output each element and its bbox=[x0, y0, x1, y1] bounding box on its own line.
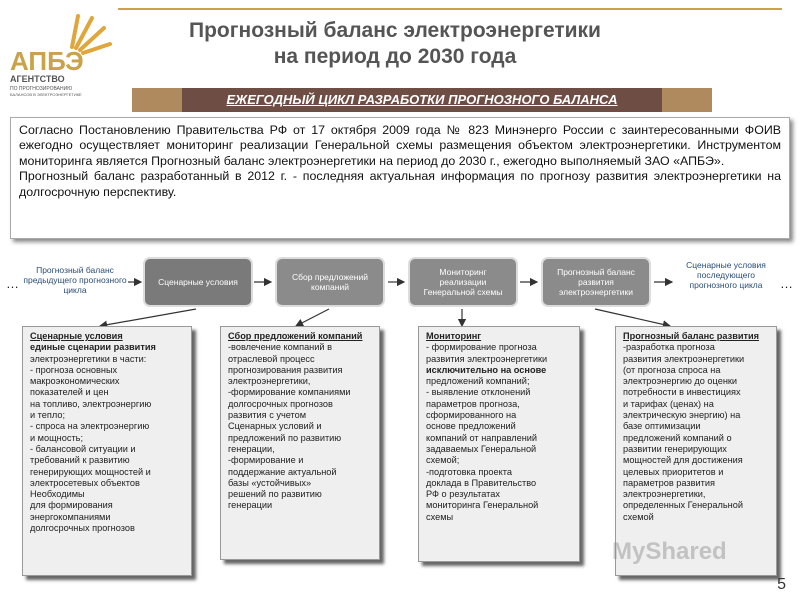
card-line: параметров развития bbox=[623, 477, 715, 488]
card-line: доклада в Правительство bbox=[426, 477, 537, 488]
card-line: базе оптимизации bbox=[623, 421, 701, 432]
card-line: - балансовой ситуации и bbox=[30, 443, 136, 454]
intro-paragraph-1: Согласно Постановлению Правительства РФ от 17 октября 2009 года № 823 Минэнерго России с заинтересованными ФОИВ ежегодно осуществляет мониторинг реализации Генеральной схемы размещения объектом электроэнергетики. Инструментом мониторинга является Прогнозный баланс электроэнергетики на период до 2030 г., ежегодно выполняемый ЗАО «АПБЭ». bbox=[19, 123, 781, 168]
card-scenario bbox=[22, 326, 192, 576]
apbe-logo bbox=[6, 10, 116, 105]
card-line: потребности в инвестициях bbox=[623, 387, 741, 398]
card-line: и тарифах (ценах) на bbox=[623, 398, 714, 409]
ellipsis-left: … bbox=[6, 276, 19, 291]
logo-line1: АГЕНТСТВО bbox=[10, 74, 65, 84]
card-line: - прогноза основных bbox=[30, 364, 118, 375]
card-line: единые сценарии развития bbox=[30, 342, 156, 353]
card-line: энергокомпаниями bbox=[30, 511, 111, 522]
card-line: электроэнергетики в части: bbox=[30, 353, 147, 364]
card-line: долгосрочных прогнозов bbox=[30, 523, 135, 534]
card-line: схемой; bbox=[426, 455, 460, 466]
card-line: развития с учетом bbox=[228, 410, 307, 421]
card-line: для формирования bbox=[30, 500, 113, 511]
card-title: Сценарные условия bbox=[30, 331, 123, 341]
card-line: и мощность; bbox=[30, 432, 83, 443]
ellipsis-right: … bbox=[780, 276, 793, 291]
intro-paragraph-2: Прогнозный баланс разработанный в 2012 г. - последняя актуальная информация по прогнозу развития электроэнергетики на долгосрочную перспективу. bbox=[19, 169, 781, 199]
card-line: (от прогноза спроса на bbox=[623, 364, 721, 375]
card-title: Сбор предложений компаний bbox=[228, 331, 363, 341]
card-title: Прогнозный баланс развития bbox=[623, 331, 760, 341]
card-title: Мониторинг bbox=[426, 331, 482, 341]
card-line: электрическую энергию) на bbox=[623, 410, 741, 421]
card-line: предложений компаний о bbox=[623, 432, 732, 443]
card-line: задаваемых Генеральной bbox=[426, 443, 537, 454]
card-line: предложений компаний; bbox=[426, 376, 530, 387]
card-line: решений по развитию bbox=[228, 489, 322, 500]
logo-line3: БАЛАНСОВ В ЭЛЕКТРОЭНЕРГЕТИКЕ bbox=[10, 92, 82, 97]
card-line: электроэнергетики, bbox=[623, 489, 706, 500]
card-line: электросетевых объектов bbox=[30, 477, 140, 488]
stage-scenario: Сценарные условия bbox=[143, 257, 253, 307]
card-line: целевых приоритетов и bbox=[623, 466, 724, 477]
card-line: электроэнергетики, bbox=[228, 376, 311, 387]
card-line: Сценарных условий и bbox=[228, 421, 322, 432]
card-line: долгосрочных прогнозов bbox=[228, 398, 333, 409]
left-label: Прогнозный баланс предыдущего прогнозного цикла bbox=[23, 265, 127, 295]
stage-collection: Сбор предложений компаний bbox=[275, 257, 385, 307]
card-line: на топливо, электроэнергию bbox=[30, 398, 152, 409]
card-line: мониторинга Генеральной bbox=[426, 500, 539, 511]
right-label: Сценарные условия последующего прогнозного цикла bbox=[686, 260, 766, 290]
pointer-4 bbox=[595, 309, 670, 326]
top-rule bbox=[118, 8, 782, 10]
pointer-2 bbox=[296, 309, 329, 326]
card-line: РФ о результатах bbox=[426, 489, 500, 500]
card-line: макроэкономических bbox=[30, 376, 120, 387]
card-line: требований к развитию bbox=[30, 455, 130, 466]
card-line: -подготовка проекта bbox=[426, 466, 512, 477]
card-line: - выявление отклонений bbox=[426, 387, 531, 398]
card-line: - формирование прогноза bbox=[426, 342, 537, 353]
card-collection bbox=[220, 326, 380, 560]
card-line: -формирование компаниями bbox=[228, 387, 351, 398]
subtitle-text: ЕЖЕГОДНЫЙ ЦИКЛ РАЗРАБОТКИ ПРОГНОЗНОГО БАЛАНСА bbox=[226, 92, 618, 107]
card-line: генерирующих мощностей и bbox=[30, 466, 151, 477]
watermark: MyShared bbox=[612, 538, 727, 565]
card-line: схемы bbox=[426, 511, 454, 522]
logo-brand-text: АПБЭ bbox=[10, 46, 84, 76]
card-line: параметров прогноза, bbox=[426, 398, 520, 409]
card-line: базы «устойчивых» bbox=[228, 477, 312, 488]
card-line: развития электроэнергетики bbox=[426, 353, 548, 364]
title-line1: Прогнозный баланс электроэнергетики bbox=[189, 19, 601, 42]
card-line: генерации, bbox=[228, 443, 275, 454]
card-line: прогнозирования развития bbox=[228, 364, 343, 375]
card-line: -формирование и bbox=[228, 455, 304, 466]
card-line: исключительно на основе bbox=[426, 364, 547, 375]
card-line: отраслевой процесс bbox=[228, 353, 315, 364]
card-line: поддержание актуальной bbox=[228, 466, 337, 477]
card-line: мощностей для достижения bbox=[623, 455, 743, 466]
card-line: основе предложений bbox=[426, 421, 516, 432]
page-title bbox=[170, 18, 620, 70]
stage-forecast-balance: Прогнозный баланс развития электроэнергетики bbox=[541, 257, 651, 307]
card-line: генерации bbox=[228, 500, 273, 511]
stage-monitoring: Мониторинг реализации Генеральной схемы bbox=[408, 257, 518, 307]
card-line: Необходимы bbox=[30, 489, 85, 500]
logo-line2: ПО ПРОГНОЗИРОВАНИЮ bbox=[10, 86, 73, 92]
card-line: - спроса на электроэнергию bbox=[30, 421, 150, 432]
intro-box bbox=[10, 117, 790, 239]
card-line: компаний от направлений bbox=[426, 432, 538, 443]
card-line: схемой bbox=[623, 511, 654, 522]
page-number: 5 bbox=[777, 576, 786, 593]
card-line: развития электроэнергетики bbox=[623, 353, 745, 364]
pointer-1 bbox=[100, 309, 196, 326]
card-line: предложений по развитию bbox=[228, 432, 342, 443]
card-line: -разработка прогноза bbox=[623, 342, 715, 353]
cycle-flow bbox=[0, 250, 800, 320]
title-line2: на период до 2030 года bbox=[273, 45, 517, 68]
card-line: -вовлечение компаний в bbox=[228, 342, 332, 353]
card-line: электроэнергию до оценки bbox=[623, 376, 738, 387]
card-line: показателей и цен bbox=[30, 387, 109, 398]
card-line: развитии генерирующих bbox=[623, 443, 727, 454]
card-line: сформированного на bbox=[426, 410, 517, 421]
card-monitoring bbox=[418, 326, 580, 562]
card-line: определенных Генеральной bbox=[623, 500, 743, 511]
card-line: и тепло; bbox=[30, 410, 66, 421]
